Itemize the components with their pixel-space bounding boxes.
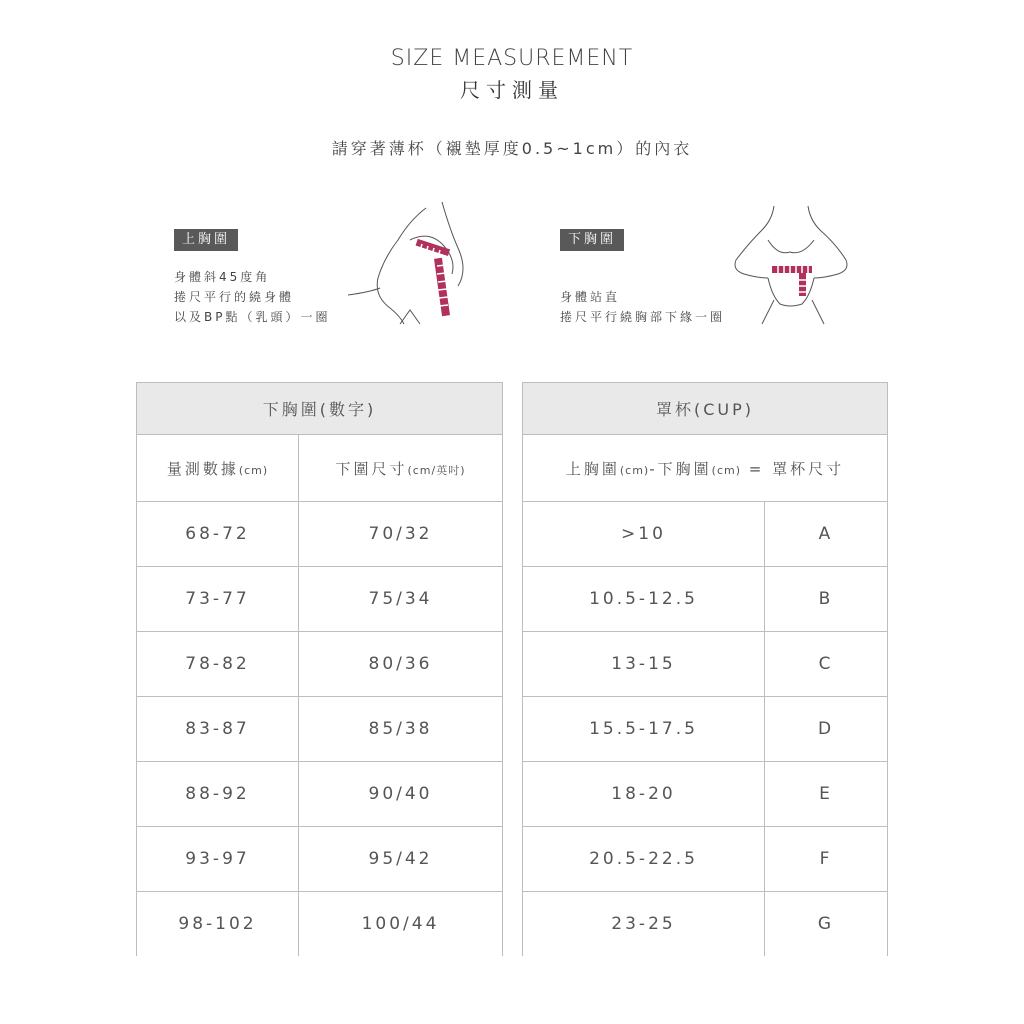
band-size-cell: 85/38 bbox=[299, 697, 503, 762]
cup-letter-cell: B bbox=[765, 567, 888, 632]
cup-size-table bbox=[522, 382, 888, 956]
band-measure-cell: 83-87 bbox=[137, 697, 299, 762]
band-measure-cell: 68-72 bbox=[137, 502, 299, 567]
table-row bbox=[523, 567, 888, 632]
under-bust-illustration bbox=[728, 200, 858, 328]
band-size-cell: 70/32 bbox=[299, 502, 503, 567]
band-table-title: 下胸圍(數字) bbox=[137, 383, 503, 435]
cup-formula-header: 上胸圍(cm)-下胸圍(cm) = 罩杯尺寸 bbox=[523, 435, 888, 502]
band-col-measure-header: 量測數據(cm) bbox=[137, 435, 299, 502]
page-title-zh: 尺寸測量 bbox=[460, 78, 564, 102]
cup-diff-cell: 10.5-12.5 bbox=[523, 567, 765, 632]
cup-diff-cell: 15.5-17.5 bbox=[523, 697, 765, 762]
band-size-cell: 80/36 bbox=[299, 632, 503, 697]
table-row bbox=[137, 827, 503, 892]
under-bust-badge: 下胸圍 bbox=[560, 229, 624, 251]
wear-note: 請穿著薄杯（襯墊厚度0.5~1cm）的內衣 bbox=[331, 139, 693, 158]
band-measure-cell: 98-102 bbox=[137, 892, 299, 957]
band-col-size-header: 下圍尺寸(cm/英吋) bbox=[299, 435, 503, 502]
upper-bust-line-2: 捲尺平行的繞身體 bbox=[174, 290, 295, 304]
table-row bbox=[137, 762, 503, 827]
cup-letter-cell: D bbox=[765, 697, 888, 762]
cup-letter-cell: C bbox=[765, 632, 888, 697]
table-row bbox=[523, 697, 888, 762]
table-row bbox=[137, 892, 503, 957]
band-size-cell: 75/34 bbox=[299, 567, 503, 632]
band-size-cell: 90/40 bbox=[299, 762, 503, 827]
page-title-en: SIZE MEASUREMENT bbox=[390, 46, 634, 71]
table-row bbox=[523, 762, 888, 827]
cup-table-title: 罩杯(CUP) bbox=[523, 383, 888, 435]
under-bust-instructions bbox=[560, 287, 725, 327]
table-row bbox=[523, 502, 888, 567]
band-measure-cell: 78-82 bbox=[137, 632, 299, 697]
cup-letter-cell: G bbox=[765, 892, 888, 957]
cup-diff-cell: 13-15 bbox=[523, 632, 765, 697]
cup-letter-cell: A bbox=[765, 502, 888, 567]
table-row bbox=[523, 827, 888, 892]
cup-diff-cell: 23-25 bbox=[523, 892, 765, 957]
band-size-cell: 95/42 bbox=[299, 827, 503, 892]
band-measure-cell: 93-97 bbox=[137, 827, 299, 892]
upper-bust-line-3: 以及BP點（乳頭）一圈 bbox=[174, 310, 331, 324]
cup-diff-cell: >10 bbox=[523, 502, 765, 567]
under-bust-line-2: 捲尺平行繞胸部下緣一圈 bbox=[560, 310, 726, 324]
table-row bbox=[137, 697, 503, 762]
upper-bust-illustration bbox=[340, 200, 480, 328]
band-size-cell: 100/44 bbox=[299, 892, 503, 957]
table-row bbox=[523, 632, 888, 697]
table-row bbox=[137, 567, 503, 632]
table-row bbox=[137, 502, 503, 567]
band-measure-cell: 73-77 bbox=[137, 567, 299, 632]
cup-letter-cell: E bbox=[765, 762, 888, 827]
upper-bust-line-1: 身體斜45度角 bbox=[174, 270, 271, 284]
band-measure-cell: 88-92 bbox=[137, 762, 299, 827]
table-row bbox=[137, 632, 503, 697]
upper-bust-instructions bbox=[174, 267, 330, 327]
cup-letter-cell: F bbox=[765, 827, 888, 892]
under-bust-line-1: 身體站直 bbox=[560, 290, 621, 304]
table-row bbox=[523, 892, 888, 957]
cup-diff-cell: 20.5-22.5 bbox=[523, 827, 765, 892]
cup-diff-cell: 18-20 bbox=[523, 762, 765, 827]
upper-bust-badge: 上胸圍 bbox=[174, 229, 238, 251]
band-size-table bbox=[136, 382, 503, 956]
